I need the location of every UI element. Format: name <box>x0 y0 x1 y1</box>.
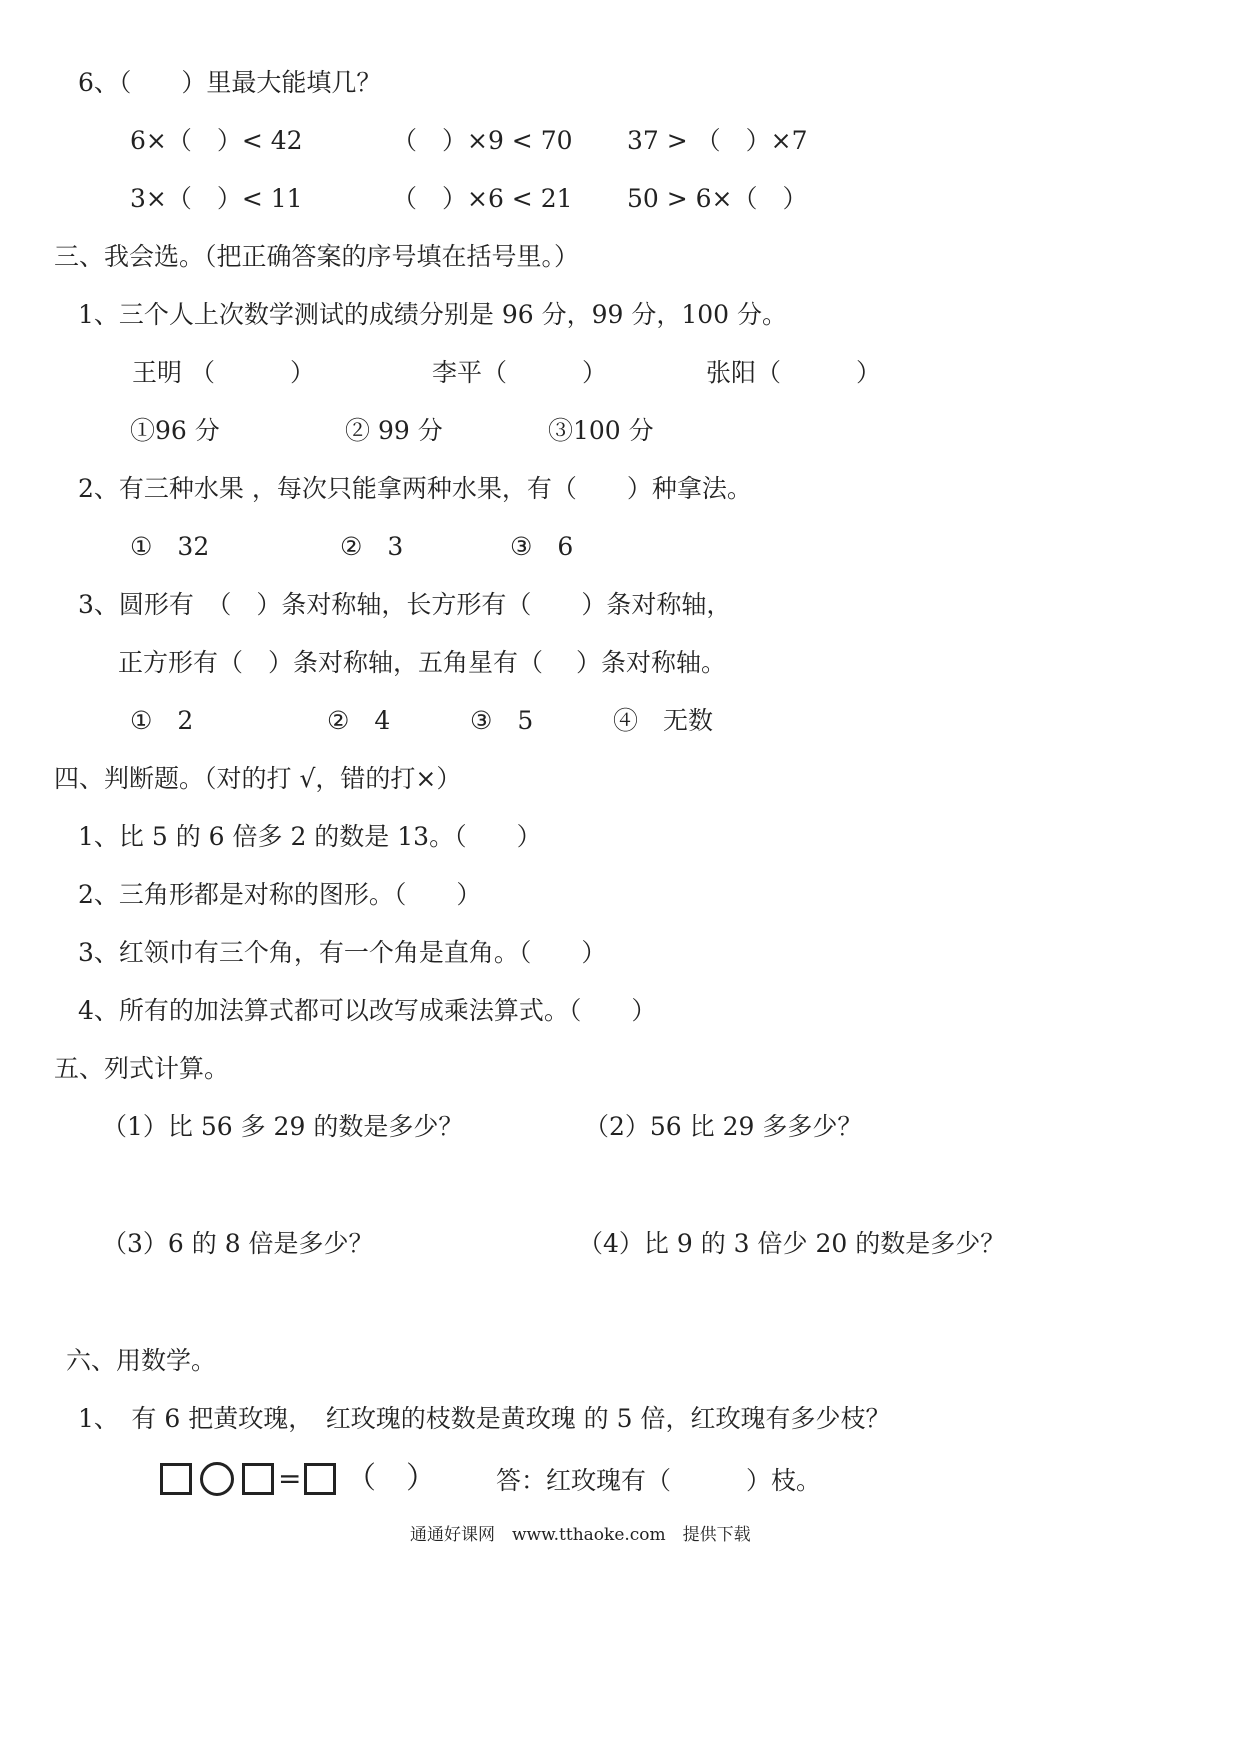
s4-item: 3、红领巾有三个角，有一个角是直角。（ ） <box>78 938 607 967</box>
s6-question-1: 1、 有 6 把黄玫瑰， 红玫瑰的枝数是黄玫瑰 的 5 倍，红玫瑰有多少枝？ <box>78 1404 891 1433</box>
operator-circle[interactable] <box>200 1462 234 1496</box>
s3-q1-option: ①96 分 <box>130 416 220 445</box>
s3-q3-option: ② 4 <box>327 706 391 735</box>
q6-expr: 6×（ ）< 42 <box>130 126 303 155</box>
s3-question-2: 2、有三种水果 ，每次只能拿两种水果，有（ ）种拿法。 <box>78 474 752 503</box>
s3-q1-option: ② 99 分 <box>345 416 443 445</box>
s3-q3-option: ④ 无数 <box>613 706 714 735</box>
answer-box[interactable] <box>160 1463 192 1495</box>
s3-question-1: 1、三个人上次数学测试的成绩分别是 96 分，99 分，100 分。 <box>78 300 788 329</box>
s3-q2-option: ② 3 <box>340 532 404 561</box>
s3-q1-name: 王明 （ ） <box>132 358 315 387</box>
s3-q1-name: 李平（ ） <box>432 358 608 387</box>
s3-q3-option: ① 2 <box>130 706 194 735</box>
s4-item: 2、三角形都是对称的图形。（ ） <box>78 880 482 909</box>
section-3-heading: 三、我会选。（把正确答案的序号填在括号里。） <box>54 242 580 271</box>
q6-expr: （ ）×9 < 70 <box>392 126 573 155</box>
q6-expr: （ ）×6 < 21 <box>392 184 573 213</box>
q6-title: 6、（ ）里最大能填几？ <box>78 68 382 97</box>
section-5-heading: 五、列式计算。 <box>54 1054 230 1083</box>
q6-expr: 37 > （ ）×7 <box>627 126 808 155</box>
answer-line: 答：红玫瑰有（ ）枝。 <box>496 1466 822 1495</box>
q6-expr: 50 > 6×（ ） <box>627 184 808 213</box>
unit-parentheses: （ ） <box>346 1461 436 1496</box>
section-6-heading: 六、用数学。 <box>66 1346 217 1375</box>
section-4-heading: 四、判断题。（对的打 √，错的打×） <box>54 764 462 793</box>
s5-problem: （4）比 9 的 3 倍少 20 的数是多少？ <box>578 1229 1006 1258</box>
s3-q3-option: ③ 5 <box>470 706 534 735</box>
s5-problem: （1）比 56 多 29 的数是多少？ <box>102 1112 464 1141</box>
s4-item: 1、比 5 的 6 倍多 2 的数是 13。（ ） <box>78 822 542 851</box>
s5-problem: （3）6 的 8 倍是多少？ <box>102 1229 374 1258</box>
q6-expr: 3×（ ）< 11 <box>130 184 303 213</box>
footer-credit: 通通好课网 www.tthaoke.com 提供下载 <box>410 1525 751 1545</box>
s3-q2-option: ① 32 <box>130 532 210 561</box>
s3-q2-option: ③ 6 <box>510 532 574 561</box>
s3-question-3a: 3、圆形有 （ ）条对称轴，长方形有（ ）条对称轴， <box>78 590 732 619</box>
s3-q1-name: 张阳（ ） <box>706 358 882 387</box>
answer-box[interactable] <box>304 1463 336 1495</box>
s3-question-3b: 正方形有（ ）条对称轴，五角星有（ ）条对称轴。 <box>118 648 726 677</box>
s5-problem: （2）56 比 29 多多少？ <box>584 1112 863 1141</box>
answer-box[interactable] <box>242 1463 274 1495</box>
equals-sign: = <box>278 1462 302 1495</box>
s4-item: 4、所有的加法算式都可以改写成乘法算式。（ ） <box>78 996 657 1025</box>
s3-q1-option: ③100 分 <box>548 416 654 445</box>
